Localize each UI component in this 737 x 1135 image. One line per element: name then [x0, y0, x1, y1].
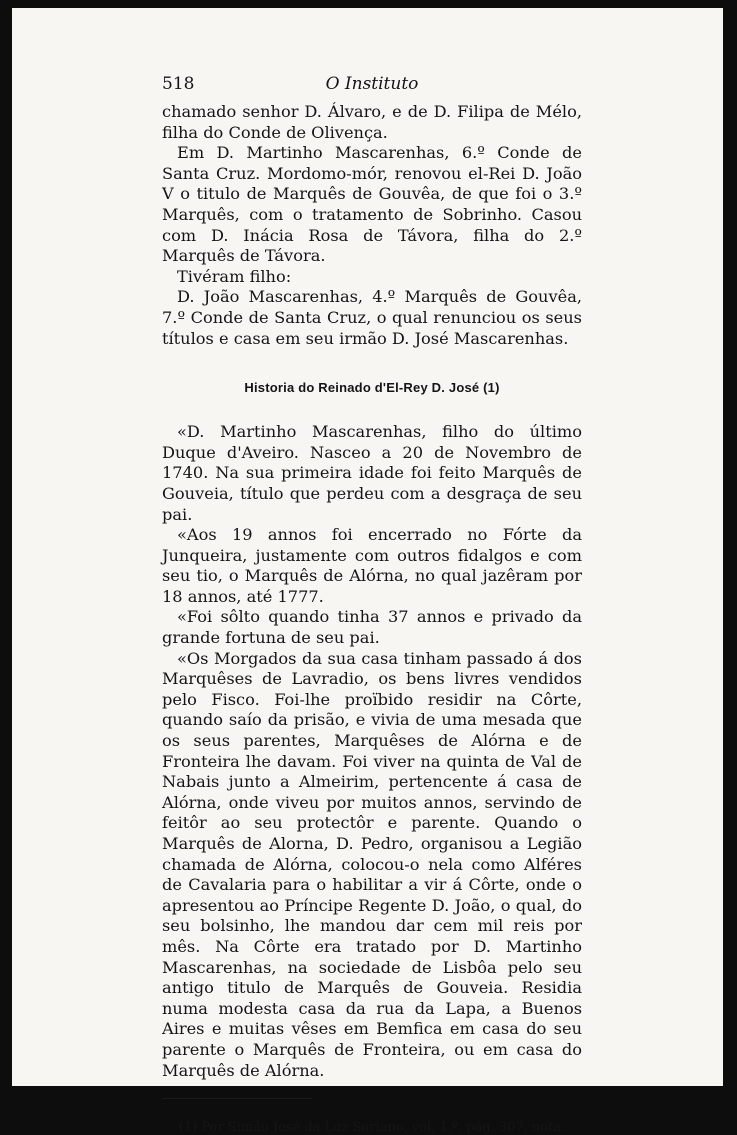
paragraph: «Aos 19 annos foi encerrado no Fórte da Junqueira, justamente com outros fidalgos e com seu tio, o Marquês de Alórna, no qual jazêram por 18 annos, até 1777.	[162, 525, 582, 606]
top-text	[162, 102, 582, 349]
paragraph: D. João Mascarenhas, 4.º Marquês de Gouvêa, 7.º Conde de Santa Cruz, o qual renunciou os seus títulos e casa em seu irmão D. José Mascarenhas.	[162, 287, 582, 348]
page-header	[162, 72, 582, 102]
footnote: (1) Por Simão José da Luz Soriano, vol, 1.º, pág. 307, nota.	[178, 1120, 566, 1135]
paragraph: «D. Martinho Mascarenhas, filho do último Duque d'Aveiro. Nasceo a 20 de Novembro de 1740. Na sua primeira idade foi feito Marquês de Gouveia, título que perdeu com a desgraça de seu pai.	[162, 422, 582, 524]
book-page	[12, 8, 723, 1135]
page-number: 518	[162, 74, 195, 94]
paragraph: «Os Morgados da sua casa tinham passado á dos Marquêses de Lavradio, os bens livres vendidos pelo Fisco. Foi-lhe proïbido residir na Côrte, quando saío da prisão, e vivia de uma mesada que os seus parentes, Marquêses de Alórna e de Fronteira lhe davam. Foi viver na quinta de Val de Nabais junto a Almeirim, pertencente á casa de Alórna, onde viveu por muitos annos, servindo de feitôr ao seu protectôr e parente. Quando o Marquês de Alorna, D. Pedro, organisou a Legião chamada de Alórna, colocou-o nela como Alféres de Cavalaria para o habilitar a vir á Côrte, onde o apresentou ao Príncipe Regente D. João, o qual, do seu bolsinho, lhe mandou dar cem mil reis por mês. Na Côrte era tratado por D. Martinho Mascarenhas, na sociedade de Lisbôa pelo seu antigo titulo de Marquês de Gouveia. Residia numa modesta casa da rua da Lapa, a Buenos Aires e muitas vêses em Bemfica em casa do seu parente o Marquês de Fronteira, ou em casa do Marquês de Alórna.	[162, 648, 582, 1080]
paragraph: chamado senhor D. Álvaro, e de D. Filipa de Mélo, filha do Conde de Olivença.	[162, 102, 582, 142]
page-content	[162, 72, 582, 1135]
paragraph: Em D. Martinho Mascarenhas, 6.º Conde de Santa Cruz. Mordomo-mór, renovou el-Rei D. João V o titulo de Marquês de Gouvêa, de que foi o 3.º Marquês, com o tratamento de Sobrinho. Casou com D. Inácia Rosa de Távora, filha do 2.º Marquês de Távora.	[162, 143, 582, 266]
section-heading: Historia do Reinado d'El-Rey D. José (1)	[244, 380, 500, 396]
paragraph: «Foi sôlto quando tinha 37 annos e privado da grande fortuna de seu pai.	[162, 607, 582, 648]
paragraph: Tivéram filho:	[177, 266, 292, 286]
quoted-text	[162, 422, 582, 1081]
running-title: O Instituto	[325, 74, 419, 94]
footnote-rule	[162, 1098, 312, 1099]
